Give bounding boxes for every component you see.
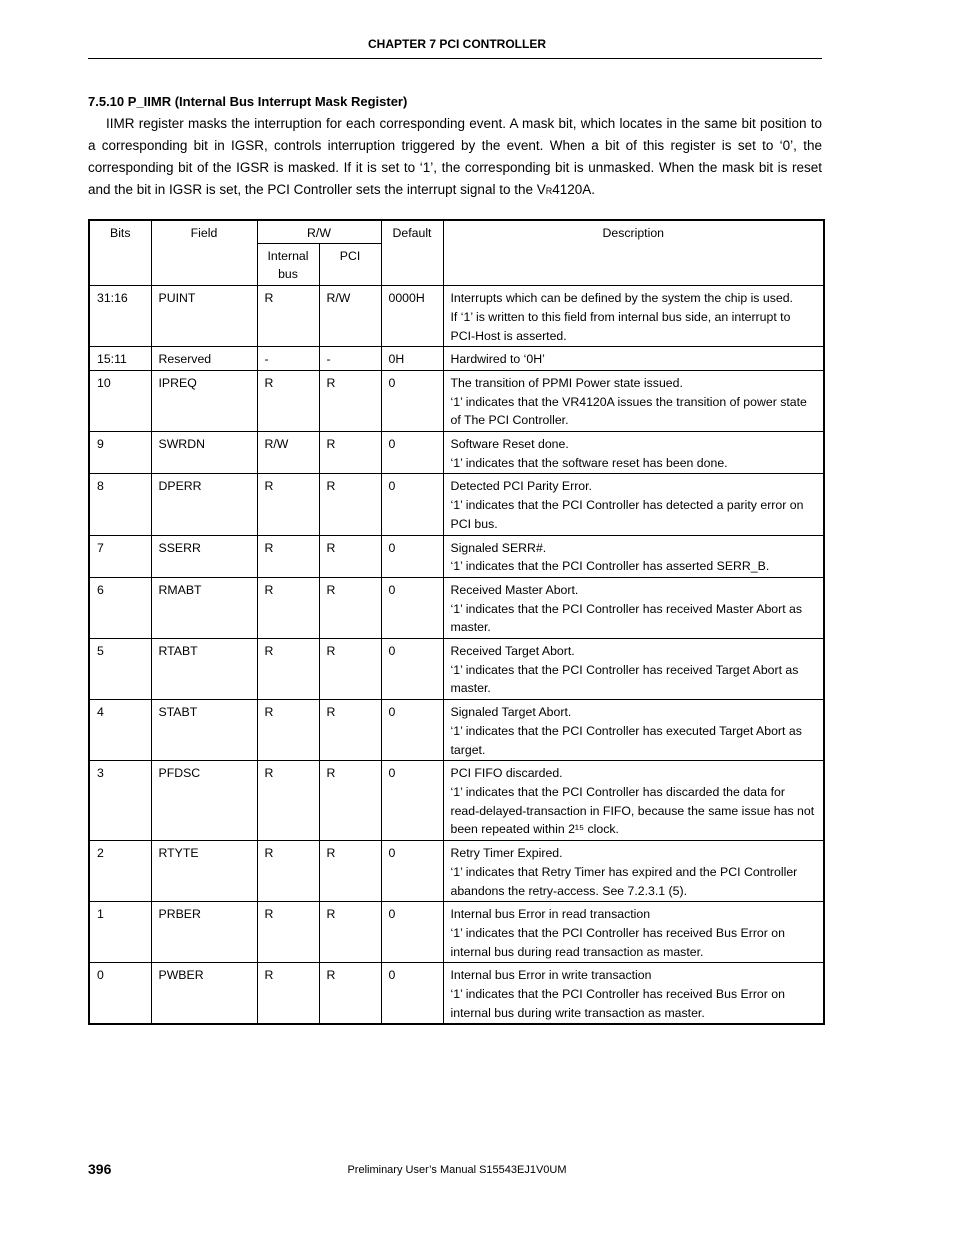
pci-cell: R xyxy=(319,535,381,577)
intro-text-1: IIMR register masks the interruption for each corresponding event. A mask bit, which locates in the same bit position to a corresponding bit in IGSR, controls interruption triggered by the event. When a bit of this register is set to ‘0’, the corresponding bit of the IGSR is masked. If it is set to ‘1’, the corresponding bit is unmasked. When the mask bit is reset and the bit in IGSR is set, the PCI Controller sets the interrupt signal to the V xyxy=(88,116,822,197)
bits-cell: 4 xyxy=(89,700,151,761)
field-cell: RTABT xyxy=(151,639,257,700)
table-row xyxy=(89,535,824,577)
default-cell: 0 xyxy=(381,432,443,474)
description-line: Received Master Abort. xyxy=(450,582,579,597)
description-cell xyxy=(443,577,824,638)
table-row xyxy=(89,432,824,474)
bits-cell: 10 xyxy=(89,370,151,431)
description-cell xyxy=(443,963,824,1025)
pci-cell: R xyxy=(319,761,381,841)
description-line: Detected PCI Parity Error. xyxy=(450,479,592,494)
description-line: Retry Timer Expired. xyxy=(450,846,563,861)
field-cell: PFDSC xyxy=(151,761,257,841)
pci-cell: R xyxy=(319,700,381,761)
table-row xyxy=(89,286,824,347)
internal-bus-cell: R xyxy=(257,474,319,535)
chapter-header: CHAPTER 7 PCI CONTROLLER xyxy=(367,37,546,51)
default-cell: 0H xyxy=(381,347,443,371)
section-title: 7.5.10 P_IIMR (Internal Bus Interrupt Mask Register) xyxy=(88,94,408,109)
pci-cell: R xyxy=(319,370,381,431)
description-cell xyxy=(443,902,824,963)
field-cell: DPERR xyxy=(151,474,257,535)
description-line: If ‘1’ is written to this field from internal bus side, an interrupt to PCI-Host is asserted. xyxy=(450,309,791,343)
field-cell: STABT xyxy=(151,700,257,761)
description-line: Interrupts which can be defined by the system the chip is used. xyxy=(450,291,793,306)
internal-bus-cell: R xyxy=(257,761,319,841)
default-cell: 0 xyxy=(381,841,443,902)
description-line: ‘1’ indicates that the PCI Controller has executed Target Abort as target. xyxy=(450,723,802,757)
default-cell: 0000H xyxy=(381,286,443,347)
default-cell: 0 xyxy=(381,963,443,1025)
pci-cell: R xyxy=(319,432,381,474)
description-line: The transition of PPMI Power state issued. xyxy=(450,375,683,390)
description-line: ‘1’ indicates that the PCI Controller has detected a parity error on PCI bus. xyxy=(450,498,804,531)
default-cell: 0 xyxy=(381,535,443,577)
default-cell: 0 xyxy=(381,902,443,963)
internal-bus-cell: R xyxy=(257,286,319,347)
pci-cell: - xyxy=(319,347,381,371)
description-line: ‘1’ indicates that the software reset has been done. xyxy=(450,455,728,470)
bits-cell: 7 xyxy=(89,535,151,577)
header-pci: PCI xyxy=(319,243,381,285)
field-cell: RMABT xyxy=(151,577,257,638)
pci-cell: R xyxy=(319,963,381,1025)
pci-cell: R xyxy=(319,474,381,535)
table-header-row xyxy=(89,220,824,243)
table-row xyxy=(89,841,824,902)
internal-bus-cell: R xyxy=(257,577,319,638)
internal-bus-cell: - xyxy=(257,347,319,371)
description-line: Internal bus Error in write transaction xyxy=(450,968,652,983)
pci-cell: R xyxy=(319,639,381,700)
description-line: Signaled SERR#. xyxy=(450,540,547,555)
bits-cell: 0 xyxy=(89,963,151,1025)
table-row xyxy=(89,761,824,841)
table-row xyxy=(89,474,824,535)
description-cell xyxy=(443,841,824,902)
header-field: Field xyxy=(151,220,257,286)
default-cell: 0 xyxy=(381,577,443,638)
intro-paragraph xyxy=(88,113,822,202)
default-cell: 0 xyxy=(381,370,443,431)
field-cell: SSERR xyxy=(151,535,257,577)
field-cell: PUINT xyxy=(151,286,257,347)
table-row xyxy=(89,370,824,431)
description-cell xyxy=(443,286,824,347)
description-line: PCI FIFO discarded. xyxy=(450,766,563,781)
description-line: Received Target Abort. xyxy=(450,644,575,659)
field-cell: IPREQ xyxy=(151,370,257,431)
header-description: Description xyxy=(443,220,824,286)
bits-cell: 15:11 xyxy=(89,347,151,371)
description-cell xyxy=(443,432,824,474)
description-cell xyxy=(443,761,824,841)
internal-bus-cell: R xyxy=(257,370,319,431)
table-row xyxy=(89,963,824,1025)
internal-bus-cell: R xyxy=(257,963,319,1025)
description-line: ‘1’ indicates that the PCI Controller has received Target Abort as master. xyxy=(450,662,799,696)
description-cell xyxy=(443,639,824,700)
internal-bus-cell: R xyxy=(257,535,319,577)
description-line: Hardwired to ‘0H’ xyxy=(450,352,545,367)
internal-bus-cell: R xyxy=(257,841,319,902)
internal-bus-cell: R/W xyxy=(257,432,319,474)
description-cell xyxy=(443,370,824,431)
header-default: Default xyxy=(381,220,443,286)
header-internal-bus: Internal bus xyxy=(257,243,319,285)
description-line: ‘1’ indicates that the PCI Controller has received Bus Error on internal bus during write transaction as master. xyxy=(450,987,785,1020)
default-cell: 0 xyxy=(381,700,443,761)
description-line: ‘1’ indicates that Retry Timer has expired and the PCI Controller abandons the retry-access. See 7.2.3.1 (5). xyxy=(450,864,798,898)
field-cell: PRBER xyxy=(151,902,257,963)
default-cell: 0 xyxy=(381,474,443,535)
field-cell: PWBER xyxy=(151,963,257,1025)
bits-cell: 3 xyxy=(89,761,151,841)
bits-cell: 2 xyxy=(89,841,151,902)
description-cell xyxy=(443,700,824,761)
description-cell xyxy=(443,535,824,577)
field-cell: SWRDN xyxy=(151,432,257,474)
description-line: ‘1’ indicates that the VR4120A issues the transition of power state of The PCI Controller. xyxy=(450,394,807,428)
header-bits: Bits xyxy=(89,220,151,286)
bits-cell: 6 xyxy=(89,577,151,638)
description-cell xyxy=(443,474,824,535)
table-row xyxy=(89,577,824,638)
pci-cell: R xyxy=(319,902,381,963)
pci-cell: R xyxy=(319,577,381,638)
internal-bus-cell: R xyxy=(257,700,319,761)
bits-cell: 9 xyxy=(89,432,151,474)
bits-cell: 31:16 xyxy=(89,286,151,347)
description-line: Software Reset done. xyxy=(450,437,569,452)
description-line: ‘1’ indicates that the PCI Controller has received Bus Error on internal bus during read transaction as master. xyxy=(450,925,785,959)
bits-cell: 5 xyxy=(89,639,151,700)
default-cell: 0 xyxy=(381,761,443,841)
intro-subscript: R xyxy=(545,186,553,196)
register-table xyxy=(88,219,825,1025)
description-line: Signaled Target Abort. xyxy=(450,705,572,720)
field-cell: Reserved xyxy=(151,347,257,371)
table-row xyxy=(89,700,824,761)
bits-cell: 1 xyxy=(89,902,151,963)
table-row xyxy=(89,902,824,963)
bits-cell: 8 xyxy=(89,474,151,535)
field-cell: RTYTE xyxy=(151,841,257,902)
description-line: ‘1’ indicates that the PCI Controller has received Master Abort as master. xyxy=(450,601,803,635)
description-line: ‘1’ indicates that the PCI Controller has asserted SERR_B. xyxy=(450,559,770,574)
header-rw: R/W xyxy=(257,220,381,243)
description-line: ‘1’ indicates that the PCI Controller has discarded the data for read-delayed-transaction in FIFO, because the same issue has not been repeated within 2¹⁵ clock. xyxy=(450,784,815,837)
header-rule xyxy=(88,58,822,59)
pci-cell: R xyxy=(319,841,381,902)
footer-manual: Preliminary User’s Manual S15543EJ1V0UM xyxy=(347,1164,567,1176)
table-row xyxy=(89,639,824,700)
table-row xyxy=(89,347,824,371)
description-line: Internal bus Error in read transaction xyxy=(450,907,651,922)
description-cell xyxy=(443,347,824,371)
pci-cell: R/W xyxy=(319,286,381,347)
page-number: 396 xyxy=(88,1161,112,1177)
default-cell: 0 xyxy=(381,639,443,700)
intro-text-2: 4120A. xyxy=(552,182,596,197)
internal-bus-cell: R xyxy=(257,639,319,700)
internal-bus-cell: R xyxy=(257,902,319,963)
